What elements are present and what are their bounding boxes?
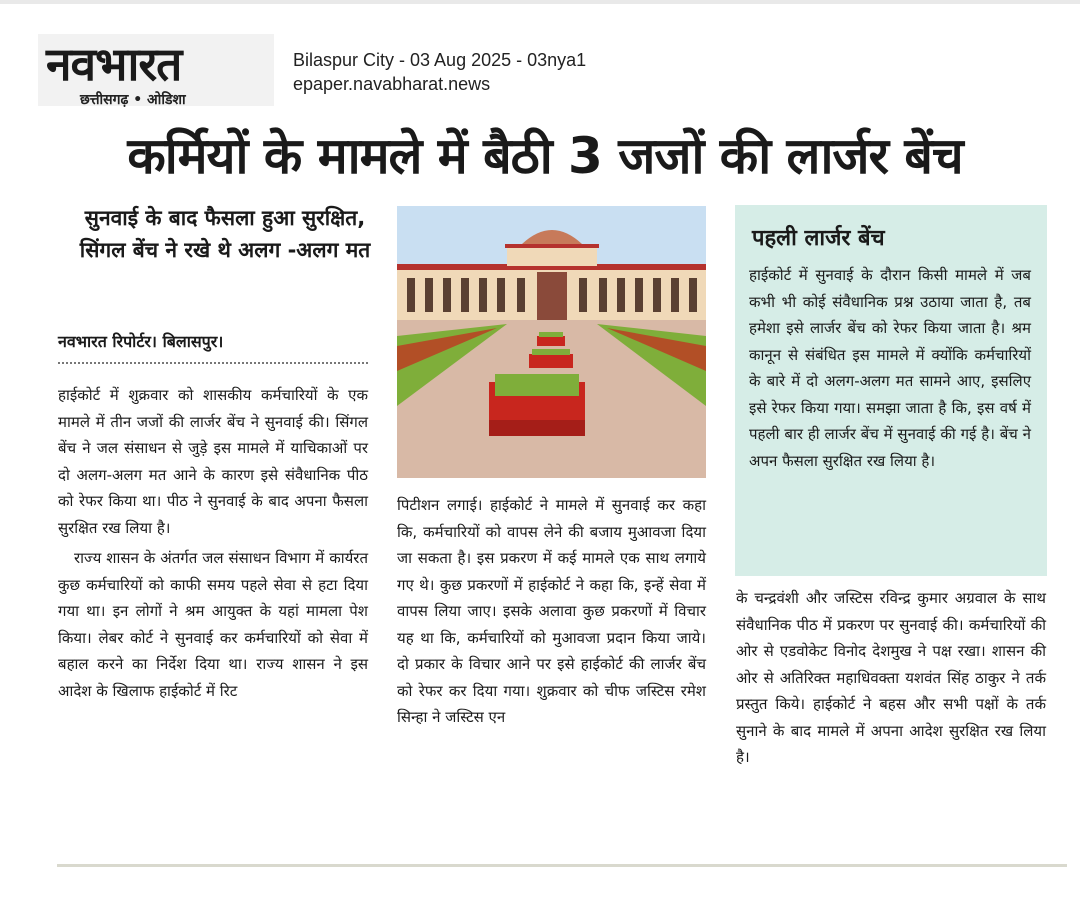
byline-divider <box>58 362 368 364</box>
sidebar-paragraph: हाईकोर्ट में सुनवाई के दौरान किसी मामले में जब कभी भी कोई संवैधानिक प्रश्न उठाया जाता है, तब हमेशा इसे लार्जर बेंच को रेफर किया जाता है। श्रम कानून से संबंधित इस मामले में क्योंकि कर्मचारियों के बारे में दो अलग-अलग मत सामने आए, इसलिए इसे रेफर किया गया। समझा जाता है कि, इस वर्ष में पहली बार ही लार्जर बेंच में सुनवाई की गई है। बेंच ने अपन फैसला सुरक्षित रख लिया है। <box>749 266 1031 470</box>
sidebar-title: पहली लार्जर बेंच <box>752 226 885 251</box>
bottom-divider <box>57 864 1067 867</box>
article-subheadline: सुनवाई के बाद फैसला हुआ सुरक्षित, सिंगल बेंच ने रखे थे अलग -अलग मत <box>79 206 371 262</box>
column-2-paragraph: पिटीशन लगाई। हाईकोर्ट ने मामले में सुनवाई कर कहा कि, कर्मचारियों को वापस लेने की बजाय मुआवजा दिया जा सकता है। इस प्रकरण में कई मामले एक साथ लगाये गए थे। कुछ प्रकरणों में हाईकोर्ट ने कहा कि, इन्हें सेवा में वापस लिया जाए। इसके अलावा कुछ प्रकरणों में विचार यह था कि, कर्मचारियों को मुआवजा प्रदान किया जाये। दो प्रकार के विचार आने पर इसे हाईकोर्ट की लार्जर बेंच को रेफर कर दिया गया। शुक्रवार को चीफ जस्टिस रमेश सिन्हा ने जस्टिस एन <box>397 496 706 726</box>
column-3-paragraph: के चन्द्रवंशी और जस्टिस रविन्द्र कुमार अग्रवाल के साथ संवैधानिक पीठ में प्रकरण पर सुनवाई की। कर्मचारियों की ओर से एडवोकेट विनोद देशमुख ने पक्ष रखा। शासन की ओर से अतिरिक्त महाधिवक्ता यशवंत सिंह ठाकुर ने तर्क प्रस्तुत किये। हाईकोर्ट ने बहस और सभी पक्षों के तर्क सुनाने के बाद मामले में अपना आदेश सुरक्षित रख लिया है। <box>736 589 1046 766</box>
article-column-2 <box>397 492 706 731</box>
column-1-paragraph-2: राज्य शासन के अंतर्गत जल संसाधन विभाग में कार्यरत कुछ कर्मचारियों को काफी समय पहले सेवा से हटा दिया गया था। इन लोगों ने श्रम आयुक्त के यहां मामला पेश किया। लेबर कोर्ट ने सुनवाई कर कर्मचारियों को सेवा में बहाल करने का निर्देश दिया था। राज्य शासन ने इस आदेश के खिलाफ हाईकोर्ट में रिट <box>58 549 368 700</box>
high-court-building-image <box>397 206 706 478</box>
article-column-3 <box>736 585 1046 771</box>
high-court-photo <box>397 206 706 478</box>
edition-info <box>293 48 586 96</box>
logo-subtitle: छत्तीसगढ़ • ओडिशा <box>80 92 186 108</box>
article-column-1 <box>58 382 368 704</box>
column-1-paragraph-1: हाईकोर्ट में शुक्रवार को शासकीय कर्मचारियों के एक मामले में तीन जजों की लार्जर बेंच ने सुनवाई की। सिंगल बेंच ने जल संसाधन से जुड़े इस मामले में याचिकाओं पर दो अलग-अलग मत आने के कारण इसे संवैधानिक पीठ को रेफर किया था। पीठ ने सुनवाई के बाद अपना फैसला सुरक्षित रख लिया है। <box>58 386 368 537</box>
top-border <box>0 0 1080 4</box>
article-headline: कर्मियों के मामले में बैठी 3 जजों की लार्जर बेंच <box>127 127 963 185</box>
edition-line: Bilaspur City - 03 Aug 2025 - 03nya1 <box>293 50 587 70</box>
newspaper-logo: नवभारत <box>46 37 182 91</box>
epaper-site: epaper.navabharat.news <box>293 74 491 94</box>
sidebar-text-block <box>749 262 1031 474</box>
article-byline: नवभारत रिपोर्टर। बिलासपुर। <box>58 332 224 351</box>
